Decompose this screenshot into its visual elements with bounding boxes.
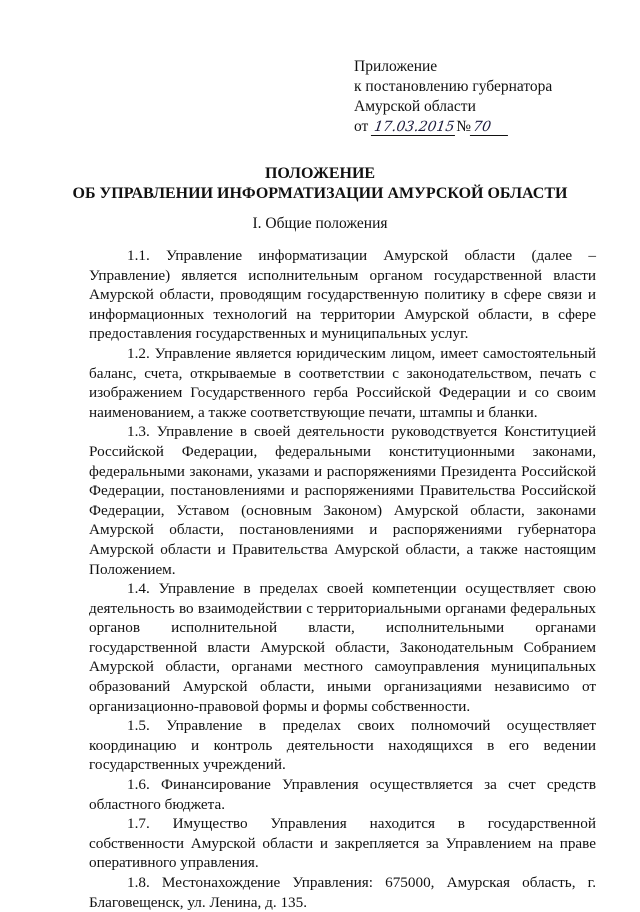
appendix-date-number-line bbox=[354, 117, 552, 137]
appendix-label: Приложение bbox=[354, 58, 438, 75]
paragraph-1-4: 1.4. Управление в пределах своей компетенции осуществляет свою деятельность во взаимодействии с территориальными органами федеральных органов исполнительной власти, исполнительными органами государственной власти Амурской области, Законодательным Собранием Амурской области, органами местного самоуправления муниципальных образований Амурской области, иными организациями независимо от организационно-правовой формы и формы собственности. bbox=[89, 580, 596, 715]
paragraph-1-5: 1.5. Управление в пределах своих полномочий осуществляет координацию и контроль деятельности находящихся в его ведении государственных учреждений. bbox=[89, 717, 596, 774]
document-body bbox=[89, 246, 596, 912]
handwritten-number: 70 bbox=[470, 120, 510, 136]
document-subtitle: ОБ УПРАВЛЕНИИ ИНФОРМАТИЗАЦИИ АМУРСКОЙ ОБЛАСТИ bbox=[72, 185, 568, 202]
section-heading: I. Общие положения bbox=[252, 215, 388, 232]
appendix-region: Амурской области bbox=[354, 98, 476, 115]
from-prefix: от bbox=[354, 118, 369, 135]
paragraph-1-8: 1.8. Местонахождение Управления: 675000, Амурская область, г. Благовещенск, ул. Ленина, д. 135. bbox=[89, 874, 596, 911]
paragraph-1-6: 1.6. Финансирование Управления осуществляется за счет средств областного бюджета. bbox=[89, 776, 596, 813]
paragraph-1-7: 1.7. Имущество Управления находится в государственной собственности Амурской области и закрепляется за Управлением на праве оперативного управления. bbox=[89, 815, 596, 872]
appendix-block bbox=[354, 57, 552, 137]
handwritten-date: 17.03.2015 bbox=[371, 120, 457, 136]
paragraph-1-1: 1.1. Управление информатизации Амурской области (далее – Управление) является исполнительным органом государственной власти Амурской области, проводящим государственную политику в сфере связи и информационных технологий на территории Амурской области, в сфере предоставления государственных и муниципальных услуг. bbox=[89, 247, 596, 343]
appendix-decree-ref: к постановлению губернатора bbox=[354, 78, 553, 95]
number-sign: № bbox=[456, 118, 471, 135]
paragraph-1-3: 1.3. Управление в своей деятельности руководствуется Конституцией Российской Федерации, федеральными конституционными законами, федеральными законами, указами и распоряжениями Президента Российской Федерации, постановлениями и распоряжениями Правительства Российской Федерации, Уставом (основным Законом) Амурской области, законами Амурской области, постановлениями и распоряжениями губернатора Амурской области и Правительства Амурской области, а также настоящим Положением. bbox=[89, 423, 596, 578]
paragraph-1-2: 1.2. Управление является юридическим лицом, имеет самостоятельный баланс, счета, открываемые в соответствии с законодательством, печать с изображением Государственного герба Российской Федерации и со своим наименованием, а также соответствующие печати, штампы и бланки. bbox=[89, 344, 596, 421]
document-title: ПОЛОЖЕНИЕ bbox=[264, 165, 376, 182]
